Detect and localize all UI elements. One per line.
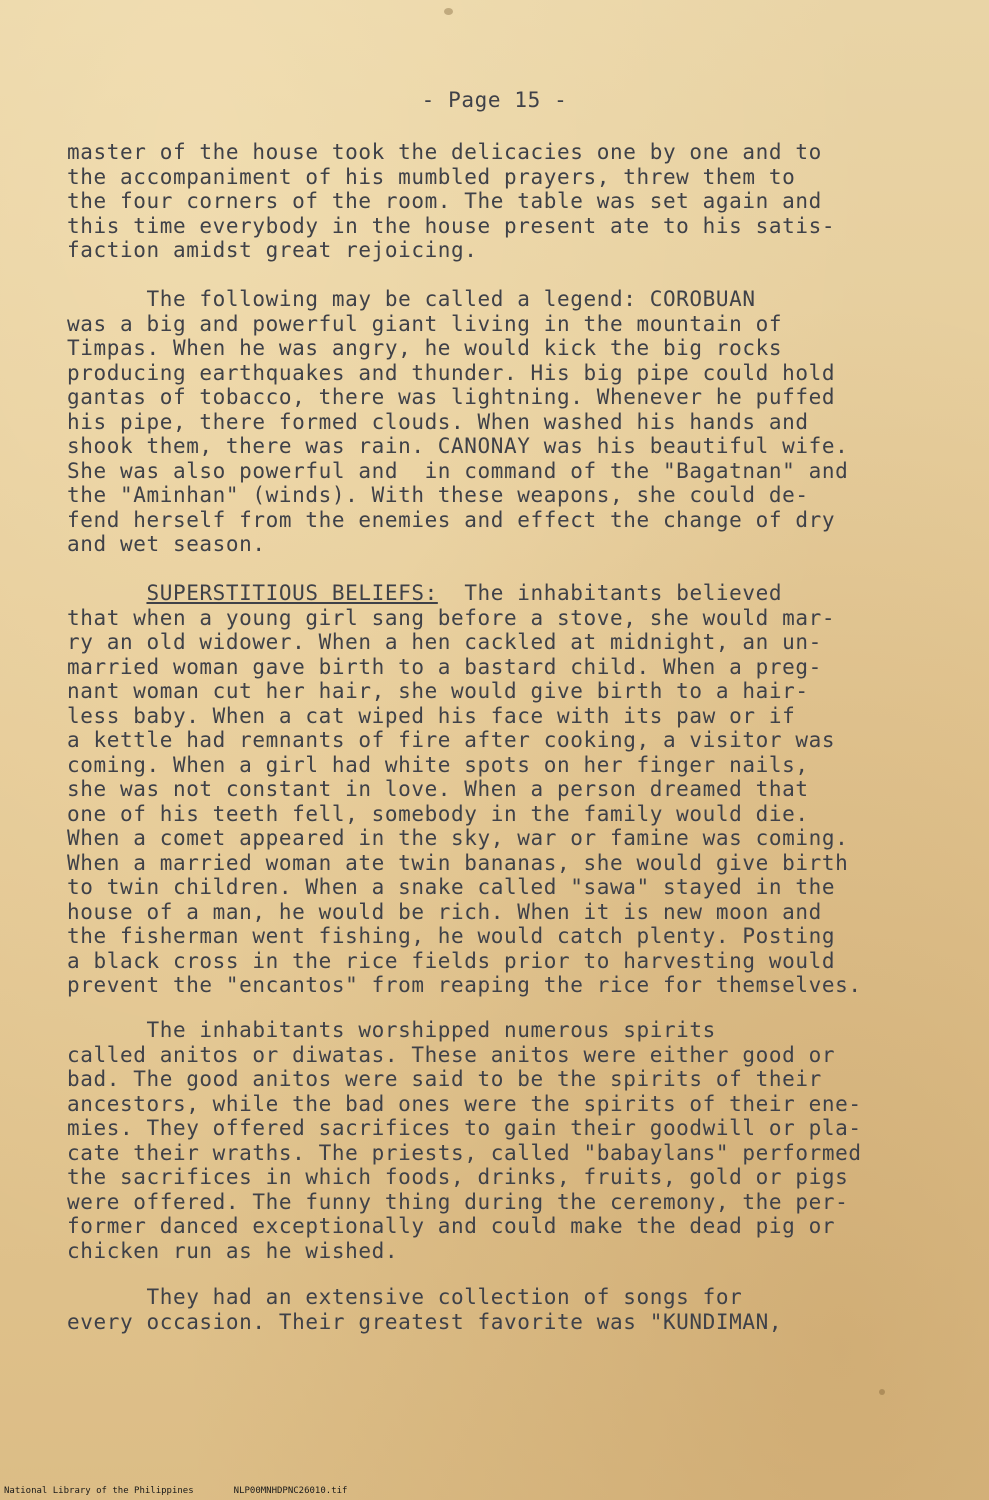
text-line: When a comet appeared in the sky, war or famine was coming.: [67, 826, 849, 850]
paragraph-offerings: [67, 140, 947, 263]
text-line: fend herself from the enemies and effect the change of dry: [67, 507, 836, 532]
text-line: nant woman cut her hair, she would give birth to a hair-: [67, 679, 809, 703]
text-line: chicken run as he wished.: [67, 1238, 399, 1263]
text-line: the accompaniment of his mumbled prayers, threw them to: [67, 164, 796, 189]
text-line: producing earthquakes and thunder. His big pipe could hold: [67, 360, 836, 385]
text-line: house of a man, he would be rich. When it is new moon and: [67, 899, 822, 924]
paragraph-legend: [67, 287, 947, 557]
text-line: coming. When a girl had white spots on her finger nails,: [67, 752, 809, 777]
text-line: Timpas. When he was angry, he would kick the big rocks: [67, 336, 783, 360]
paragraph-anitos: [67, 1018, 947, 1263]
text-line: one of his teeth fell, somebody in the family would die.: [67, 801, 809, 826]
text-line: every occasion. Their greatest favorite was "KUNDIMAN,: [67, 1309, 783, 1334]
text-line: called anitos or diwatas. These anitos were either good or: [67, 1042, 836, 1067]
text-line: mies. They offered sacrifices to gain their goodwill or pla-: [67, 1116, 862, 1140]
text-line: The following may be called a legend: COROBUAN: [67, 287, 756, 311]
ink-blot: [444, 8, 453, 15]
text-line: ry an old widower. When a hen cackled at midnight, an un-: [67, 630, 822, 654]
text-line: ancestors, while the bad ones were the spirits of their ene-: [67, 1091, 862, 1116]
text-line: was a big and powerful giant living in the mountain of: [67, 311, 783, 336]
text-line: that when a young girl sang before a stove, she would mar-: [67, 605, 836, 630]
text-line: his pipe, there formed clouds. When washed his hands and: [67, 409, 809, 434]
text-line: bad. The good anitos were said to be the spirits of their: [67, 1067, 822, 1091]
text-line: a kettle had remnants of fire after cooking, a visitor was: [67, 728, 836, 752]
text-line: [67, 581, 947, 606]
ink-blot: [879, 1389, 885, 1395]
text-line: cate their wraths. The priests, called "babaylans" performed: [67, 1140, 862, 1165]
page-number-header: - Page 15 -: [421, 88, 568, 112]
paragraph-superstitious-beliefs: [67, 581, 947, 998]
text-line: She was also powerful and in command of the "Bagatnan" and: [67, 458, 849, 483]
footer-source: National Library of the Philippines: [4, 1486, 194, 1496]
text-line: the fisherman went fishing, he would catch plenty. Posting: [67, 924, 836, 948]
text-line: master of the house took the delicacies one by one and to: [67, 140, 822, 164]
text-line: the "Aminhan" (winds). With these weapons, she could de-: [67, 483, 809, 507]
text-line: less baby. When a cat wiped his face with its paw or if: [67, 703, 796, 728]
text-line: the four corners of the room. The table was set again and: [67, 189, 822, 213]
scan-footer: [4, 1486, 984, 1496]
text-line: she was not constant in love. When a person dreamed that: [67, 777, 809, 801]
text-line: married woman gave birth to a bastard child. When a preg-: [67, 654, 822, 679]
text-line: The inhabitants worshipped numerous spirits: [67, 1018, 716, 1042]
paragraph-songs: [67, 1285, 947, 1334]
text-line: gantas of tobacco, there was lightning. Whenever he puffed: [67, 385, 836, 409]
text-line: faction amidst great rejoicing.: [67, 238, 478, 262]
text-line: shook them, there was rain. CANONAY was his beautiful wife.: [67, 434, 849, 458]
footer-filename: NLP00MNHDPNC26010.tif: [233, 1486, 348, 1496]
text-line: a black cross in the rice fields prior to harvesting would: [67, 948, 836, 973]
text-line: former danced exceptionally and could make the dead pig or: [67, 1214, 836, 1238]
text-line: and wet season.: [67, 532, 266, 556]
section-heading: SUPERSTITIOUS BELIEFS:: [146, 581, 438, 605]
text-line: They had an extensive collection of songs for: [67, 1285, 743, 1309]
text-line-rest: The inhabitants believed: [437, 581, 783, 605]
text-line: to twin children. When a snake called "sawa" stayed in the: [67, 875, 836, 899]
text-line: When a married woman ate twin bananas, she would give birth: [67, 850, 849, 875]
text-line: this time everybody in the house present ate to his satis-: [67, 213, 836, 238]
text-line: the sacrifices in which foods, drinks, fruits, gold or pigs: [67, 1165, 849, 1189]
text-line: prevent the "encantos" from reaping the rice for themselves.: [67, 973, 862, 997]
text-line: were offered. The funny thing during the ceremony, the per-: [67, 1189, 849, 1214]
